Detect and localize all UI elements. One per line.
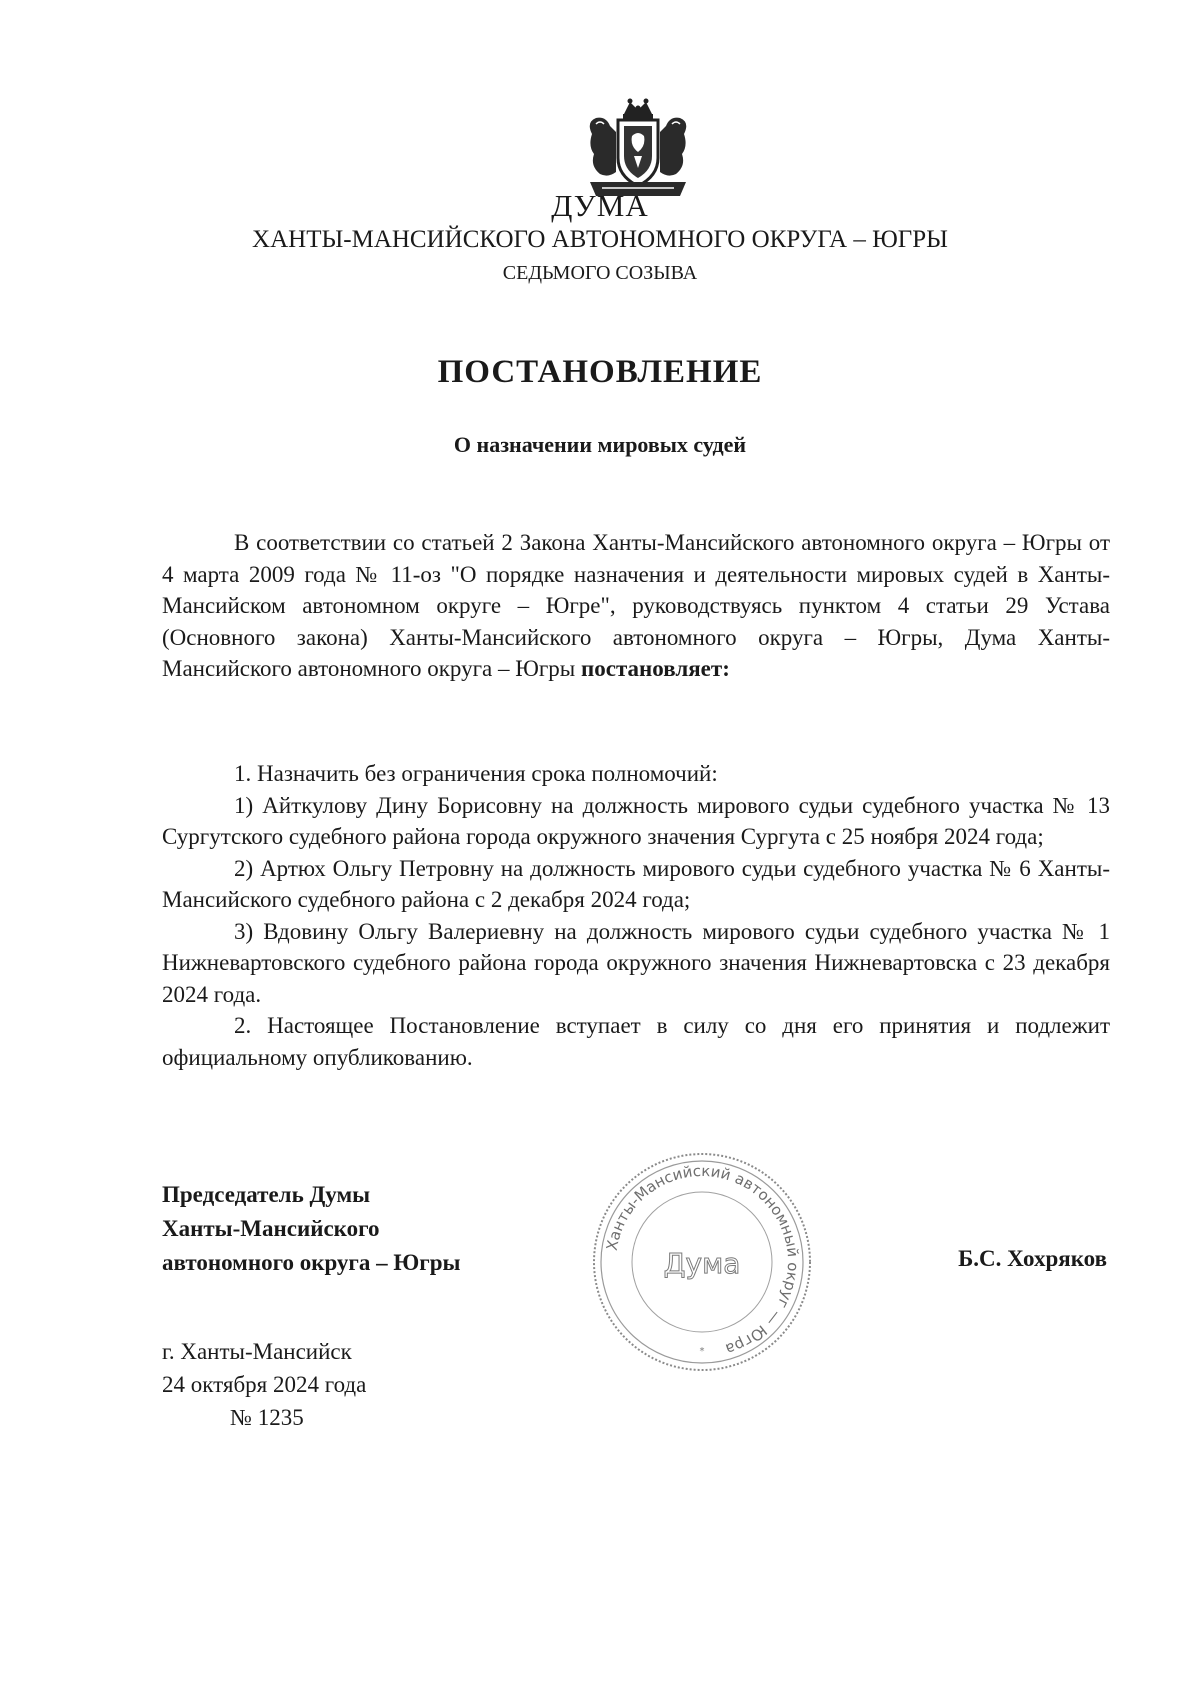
place: г. Ханты-Мансийск bbox=[162, 1339, 352, 1364]
preamble-text: В соответствии со статьей 2 Закона Ханты-Мансийского автономного округа – Югры от 4 марта 2009 года № 11-оз "О порядке назначения и деятельности мировых судей в Ханты-Мансийском автономном округе – Югре", руководствуясь пунктом 4 статьи 29 Устава (Основного закона) Ханты-Мансийского автономного округа – Югры, Дума Ханты-Мансийского автономного округа – Югры bbox=[162, 530, 1110, 681]
convocation: СЕДЬМОГО СОЗЫВА bbox=[502, 262, 698, 284]
position-line: автономного округа – Югры bbox=[162, 1250, 461, 1275]
stamp-center-text: Дума bbox=[663, 1247, 741, 1280]
preamble-decree-word: постановляет: bbox=[581, 656, 730, 681]
stamp-outer-text: Ханты-Мансийский автономный округ — Югра bbox=[602, 1161, 803, 1359]
signatory-position bbox=[162, 1178, 460, 1280]
document-number: № 1235 bbox=[230, 1405, 304, 1430]
stamp-star-icon: * bbox=[699, 1346, 705, 1357]
org-title: ДУМА bbox=[551, 188, 649, 223]
position-line: Ханты-Мансийского bbox=[162, 1216, 380, 1241]
place-date-block bbox=[162, 1335, 366, 1434]
date: 24 октября 2024 года bbox=[162, 1372, 367, 1397]
preamble bbox=[162, 527, 1110, 685]
clauses-list bbox=[162, 758, 1110, 1073]
document-type: ПОСТАНОВЛЕНИЕ bbox=[437, 354, 763, 390]
signer-name: Б.С. Хохряков bbox=[958, 1246, 1107, 1271]
document-subject: О назначении мировых судей bbox=[453, 432, 747, 457]
clause-item: 1. Назначить без ограничения срока полномочий: bbox=[234, 761, 718, 786]
org-region: ХАНТЫ-МАНСИЙСКОГО АВТОНОМНОГО ОКРУГА – ЮГРЫ bbox=[252, 226, 948, 253]
clause-item: 2) Артюх Ольгу Петровну на должность мирового судьи судебного участка № 6 Ханты-Мансийского судебного района с 2 декабря 2024 года; bbox=[162, 855, 1110, 912]
clause-item: 1) Айткулову Дину Борисовну на должность мирового судьи судебного участка № 13 Сургутского судебного района города окружного значения Сургута с 25 ноября 2024 года; bbox=[162, 792, 1110, 849]
official-stamp bbox=[590, 1148, 814, 1376]
clause-item: 3) Вдовину Ольгу Валериевну на должность мирового судьи судебного участка № 1 Нижневартовского судебного района города окружного значения Нижневартовска с 23 декабря 2024 года. bbox=[162, 918, 1110, 1007]
position-line: Председатель Думы bbox=[162, 1182, 371, 1207]
clause-item: 2. Настоящее Постановление вступает в силу со дня его принятия и подлежит официальному опубликованию. bbox=[162, 1013, 1110, 1070]
